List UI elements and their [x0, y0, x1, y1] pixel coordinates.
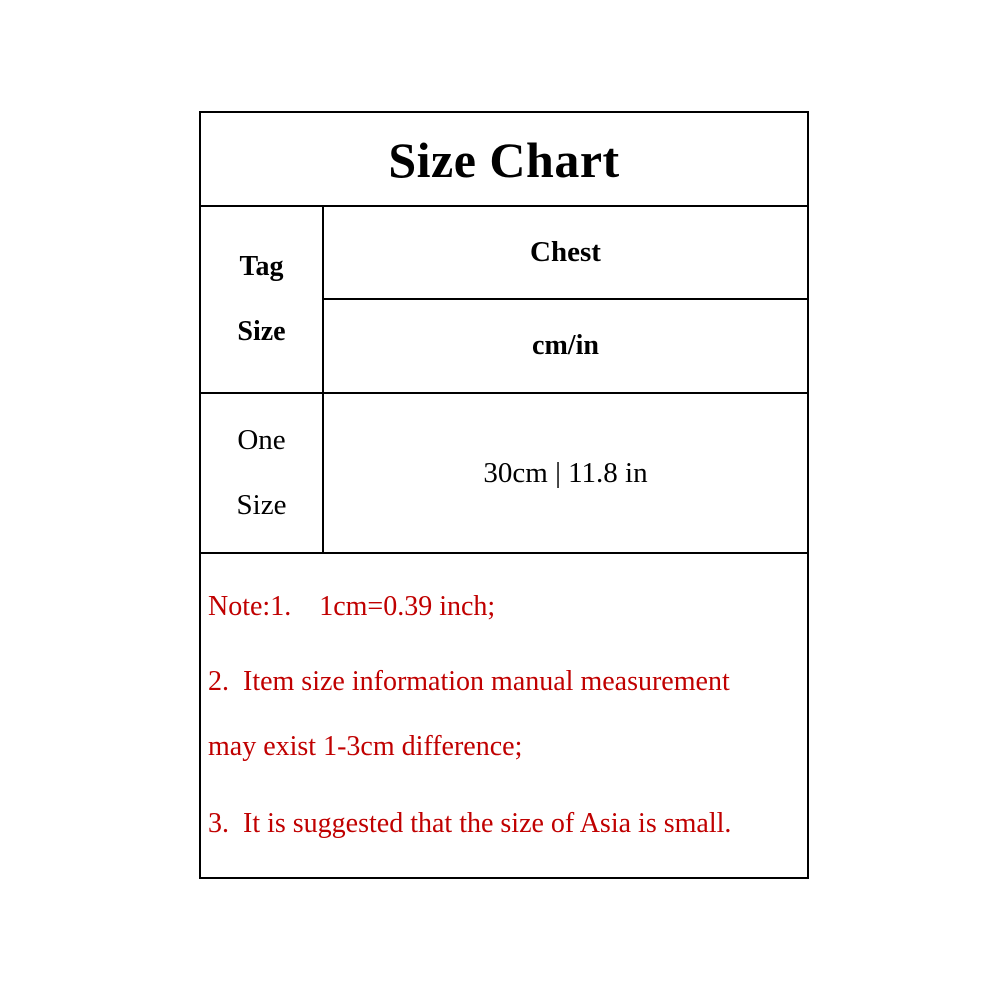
chart-title: Size Chart — [388, 131, 620, 188]
header-chest: Chest — [530, 235, 601, 268]
row-size-line1: One — [237, 424, 286, 456]
size-chart-table — [199, 111, 809, 879]
row-size-line2: Size — [236, 489, 287, 521]
header-tag-size — [201, 206, 322, 392]
header-tag-size-line2: Size — [237, 316, 286, 347]
note-line-2: 2. Item size information manual measurement — [208, 666, 730, 697]
note-line-4: 3. It is suggested that the size of Asia is small. — [208, 808, 732, 839]
divider-row — [201, 552, 807, 554]
header-unit: cm/in — [532, 330, 599, 361]
header-tag-size-line1: Tag — [239, 251, 284, 282]
note-line-3: may exist 1-3cm difference; — [208, 731, 523, 762]
row-chest-value: 30cm | 11.8 in — [483, 456, 648, 489]
row-size — [201, 394, 322, 552]
note-line-1: Note:1. 1cm=0.39 inch; — [208, 591, 496, 622]
